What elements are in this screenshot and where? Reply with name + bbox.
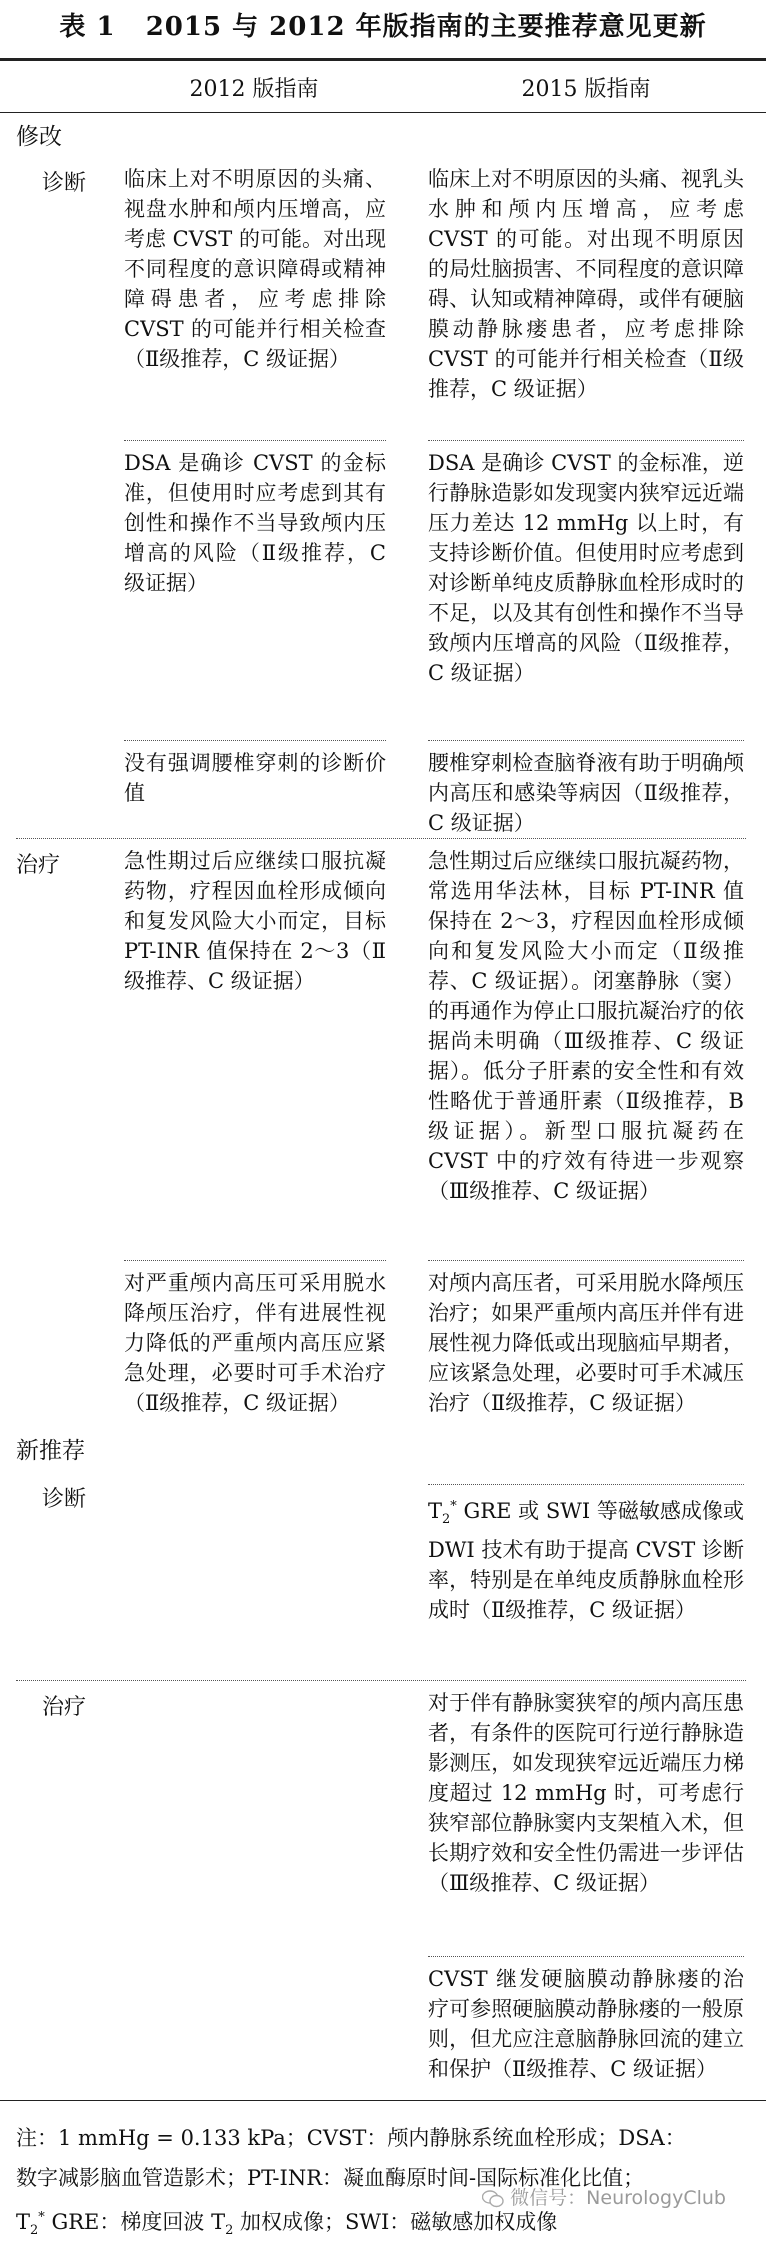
row2-2012: DSA 是确诊 CVST 的金标准，但使用时应考虑到其有创性和操作不当导致颅内压增高的风险（Ⅱ级推荐，C 级证据）	[124, 451, 386, 595]
section-new: 新推荐	[16, 1438, 85, 1464]
header-rule	[0, 112, 766, 113]
table-caption: 2015 与 2012 年版指南的主要推荐意见更新	[145, 12, 707, 42]
sub-treatment: 治疗	[16, 853, 61, 878]
top-rule	[0, 58, 766, 61]
row3-2015: 腰椎穿刺检查脑脊液有助于明确颅内高压和感染等病因（Ⅱ级推荐，C 级证据）	[428, 751, 744, 835]
row1-2015: 临床上对不明原因的头痛、视乳头水肿和颅内压增高，应考虑 CVST 的可能。对出现不明原因的局灶脑损害、不同程度的意识障碍、认知或精神障碍，或伴有硬脑膜动静脉瘘患者，应考虑排除 CVST 的可能并行相关检查（Ⅱ级推荐，C 级证据）	[428, 167, 744, 401]
table-number: 表 1	[59, 12, 116, 42]
t2-superscript: *	[450, 1499, 457, 1514]
row2-2015: DSA 是确诊 CVST 的金标准，逆行静脉造影如发现窦内狭窄远近端压力差达 12 mmHg 以上时，有支持诊断价值。但使用时应考虑到对诊断单纯皮质静脉血栓形成时的不足，以及其有创性和操作不当导致颅内压增高的风险（Ⅱ级推荐，C 级证据）	[428, 451, 744, 685]
footnote-line-3-rest: 加权成像；SWI：磁敏感加权成像	[233, 2210, 558, 2234]
t2-symbol: T	[428, 1499, 443, 1523]
column-header-2012: 2012 版指南	[189, 77, 319, 102]
watermark	[482, 2183, 726, 2210]
row1-2012: 临床上对不明原因的头痛、视盘水肿和颅内压增高，应考虑 CVST 的可能。对出现不同程度的意识障碍或精神障碍患者，应考虑排除 CVST 的可能并行相关检查（Ⅱ级推荐，C 级证据）	[124, 167, 386, 371]
footnote-line-2: 数字减影脑血管造影术；PT-INR：凝血酶原时间-国际标准化比值；	[16, 2166, 645, 2190]
sub-diagnosis-new: 诊断	[42, 1487, 87, 1512]
sub-diagnosis: 诊断	[42, 171, 87, 196]
watermark-text: 微信号：NeurologyClub	[510, 2187, 726, 2209]
row5-2012: 对严重颅内高压可采用脱水降颅压治疗，伴有进展性视力降低的严重颅内高压应紧急处理，必要时可手术治疗（Ⅱ级推荐，C 级证据）	[124, 1271, 386, 1415]
footnote-line-3-text: GRE：梯度回波 T	[44, 2210, 226, 2234]
divider	[124, 740, 386, 741]
divider	[428, 740, 744, 741]
bottom-rule	[0, 2100, 766, 2101]
divider	[16, 838, 746, 839]
divider	[124, 1260, 386, 1261]
row6-2015-text: GRE 或 SWI 等磁敏感成像或 DWI 技术有助于提高 CVST 诊断率，特别是在单纯皮质静脉血栓形成时（Ⅱ级推荐，C 级证据）	[428, 1499, 744, 1623]
footnote-t2-subscript-2: 2	[225, 2223, 234, 2239]
column-header-2015: 2015 版指南	[521, 77, 651, 102]
footnote-t2-subscript: 2	[30, 2223, 39, 2239]
section-modify: 修改	[16, 124, 62, 150]
row4-2012: 急性期过后应继续口服抗凝药物，疗程因血栓形成倾向和复发风险大小而定，目标 PT-INR 值保持在 2～3（Ⅱ级推荐、C 级证据）	[124, 849, 386, 993]
divider	[124, 440, 386, 441]
row5-2015: 对颅内高压者，可采用脱水降颅压治疗；如果严重颅内高压并伴有进展性视力降低或出现脑疝早期者，应该紧急处理，必要时可手术减压治疗（Ⅱ级推荐，C 级证据）	[428, 1271, 744, 1415]
divider	[428, 1956, 744, 1957]
sub-treatment-new: 治疗	[42, 1695, 87, 1720]
t2-subscript: 2	[442, 1512, 451, 1528]
row8-2015: CVST 继发硬脑膜动静脉瘘的治疗可参照硬脑膜动静脉瘘的一般原则，但尤应注意脑静脉回流的建立和保护（Ⅱ级推荐、C 级证据）	[428, 1967, 744, 2081]
divider	[428, 1260, 744, 1261]
footnote-t2-symbol: T	[16, 2210, 31, 2234]
row3-2012: 没有强调腰椎穿刺的诊断价值	[124, 751, 386, 805]
row6-2015	[428, 1492, 744, 1625]
divider	[16, 1680, 746, 1681]
divider	[428, 440, 744, 441]
table-title	[0, 6, 766, 43]
footnote-t2-superscript: *	[38, 2210, 45, 2225]
wechat-icon	[482, 2190, 504, 2208]
footnote-line-1: 注：1 mmHg = 0.133 kPa；CVST：颅内静脉系统血栓形成；DSA：	[16, 2126, 686, 2150]
row7-2015: 对于伴有静脉窦狭窄的颅内高压患者，有条件的医院可行逆行静脉造影测压，如发现狭窄远近端压力梯度超过 12 mmHg 时，可考虑行狭窄部位静脉窦内支架植入术，但长期疗效和安全性仍需进一步评估（Ⅲ级推荐、C 级证据）	[428, 1691, 744, 1895]
row4-2015: 急性期过后应继续口服抗凝药物，常选用华法林，目标 PT-INR 值保持在 2～3，疗程因血栓形成倾向和复发风险大小而定（Ⅱ级推荐、C 级证据）。闭塞静脉（窦）的再通作为停止口服抗凝治疗的依据尚未明确（Ⅲ级推荐、C 级证据）。低分子肝素的安全性和有效性略优于普通肝素（Ⅱ级推荐，B 级证据）。新型口服抗凝药在 CVST 中的疗效有待进一步观察（Ⅲ级推荐、C 级证据）	[428, 849, 744, 1203]
divider	[428, 1484, 744, 1485]
